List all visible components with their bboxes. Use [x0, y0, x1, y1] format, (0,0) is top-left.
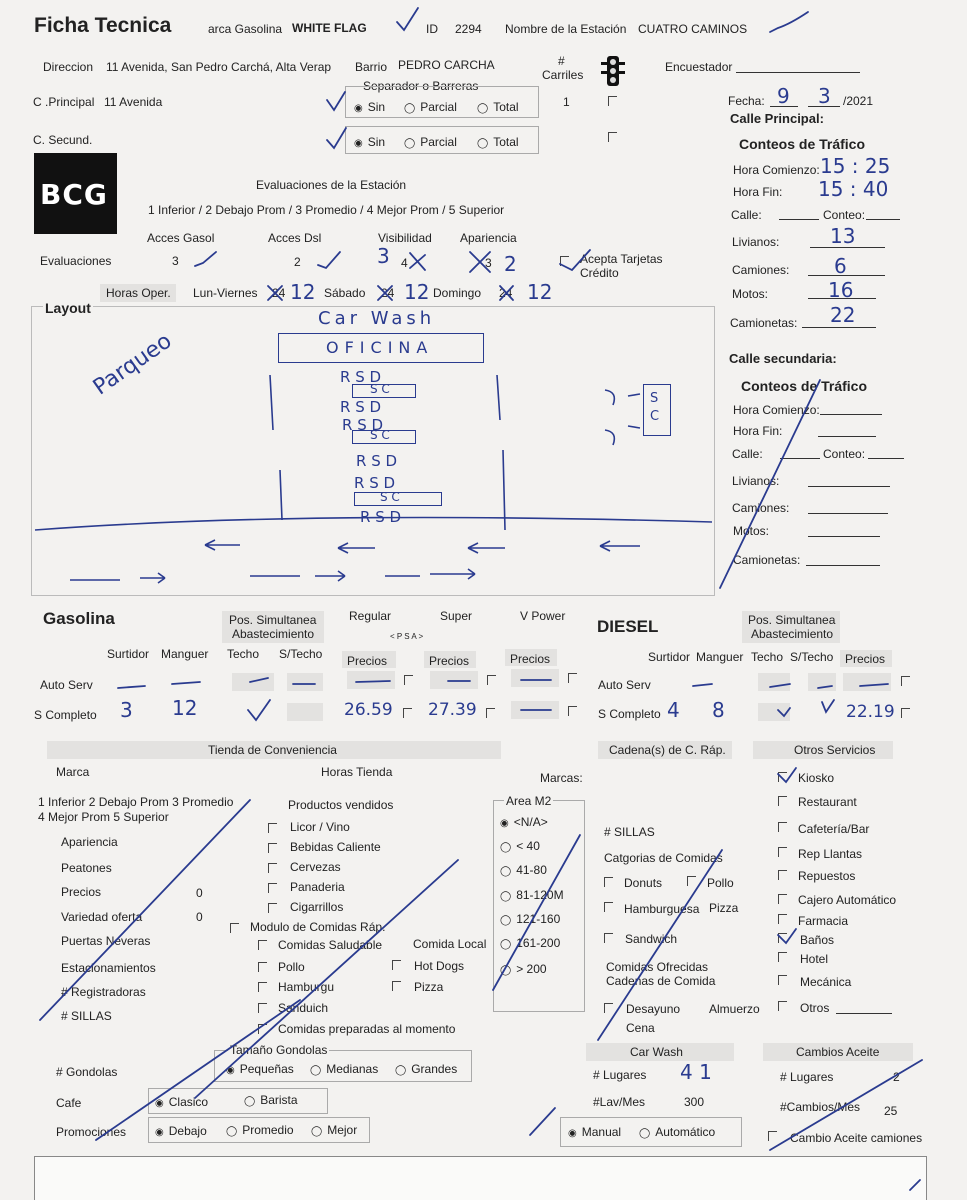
cs-hora-fin-label: Hora Fin:: [733, 424, 783, 438]
gas-col-manguer: Manguer: [161, 647, 209, 661]
comida-pollo-check[interactable]: [258, 962, 267, 972]
marca-label: arca Gasolina: [208, 22, 283, 36]
secund-label: C. Secund.: [33, 133, 93, 147]
diesel-as-stecho[interactable]: [808, 673, 836, 691]
cp-livianos-value: 13: [830, 224, 856, 248]
sketch-pump-2-bottom: R S D: [356, 452, 398, 470]
area-41-80-radio[interactable]: ◯ 41-80: [500, 863, 547, 877]
cp-hora-comienzo-label: Hora Comienzo:: [733, 163, 820, 177]
eval-col-visibilidad: Visibilidad: [378, 231, 432, 245]
comida-hamburgu-check[interactable]: [258, 982, 267, 992]
area-na-radio[interactable]: ◉ <N/A>: [500, 815, 548, 829]
pizza-label: Pizza: [414, 980, 444, 994]
otros-title: Otros Servicios: [794, 743, 876, 757]
carwash-title: Car Wash: [630, 1045, 683, 1059]
evaluaciones-title: Evaluaciones de la Estación: [256, 178, 407, 192]
secund-parcial-radio[interactable]: ◯ Parcial: [404, 135, 457, 149]
gas-as-regular[interactable]: [347, 671, 395, 689]
cs-conteo-field[interactable]: [868, 458, 904, 459]
area-161-200-radio[interactable]: ◯ 161-200: [500, 936, 560, 950]
cp-camiones-value: 6: [834, 254, 847, 278]
barrio-value: PEDRO CARCHA: [398, 58, 495, 72]
donuts-check[interactable]: [604, 877, 613, 887]
promo-promedio-radio[interactable]: ◯ Promedio: [226, 1123, 294, 1137]
eval-col-apariencia: Apariencia: [460, 231, 517, 245]
carwash-automatico-radio[interactable]: ◯ Automático: [639, 1125, 715, 1139]
hamburguesa-check[interactable]: [604, 902, 613, 912]
eval-apariencia-hand: 2: [504, 252, 517, 276]
cadenas-title: Cadena(s) de C. Ráp.: [609, 743, 726, 757]
gas-regular: Regular: [349, 609, 392, 623]
cs-camiones-field[interactable]: [808, 513, 888, 514]
comida-sanduich-check[interactable]: [258, 1003, 267, 1013]
hamburguesa-label: Hamburguesa: [624, 902, 700, 916]
comida-sanduich: Sanduich: [278, 1001, 329, 1015]
desayuno-label: Desayuno: [626, 1002, 681, 1016]
direccion-label: Direccion: [43, 60, 94, 74]
desayuno-check[interactable]: [604, 1003, 613, 1013]
fecha-day: 9: [777, 84, 790, 108]
sketch-island-3-label: S C: [380, 490, 400, 504]
aceite-cambios-label: #Cambios/Mes: [780, 1100, 861, 1114]
cp-motos-line: [808, 298, 876, 299]
area-81-120-radio[interactable]: ◯ 81-120M: [500, 888, 564, 902]
cs-hora-comienzo-field[interactable]: [820, 414, 882, 415]
diesel-auto-serv-label: Auto Serv: [598, 678, 651, 692]
cp-hora-fin-label: Hora Fin:: [733, 185, 783, 199]
encuestador-field[interactable]: [736, 72, 860, 73]
carwash-lugares-label: # Lugares: [593, 1068, 647, 1082]
otros-llantas-check[interactable]: [778, 847, 787, 857]
area-gt200-radio[interactable]: ◯ > 200: [500, 962, 547, 976]
diesel-sc-check[interactable]: [901, 708, 910, 718]
comida-pollo: Pollo: [278, 960, 305, 974]
tienda-eval-sillas: # SILLAS: [61, 1009, 112, 1023]
cadenas-sillas: # SILLAS: [604, 825, 655, 839]
tienda-horas: Horas Tienda: [321, 765, 393, 779]
otros-repuestos: Repuestos: [798, 869, 856, 883]
diesel-sc-manguer: 8: [712, 698, 725, 722]
diesel-abast: Abastecimiento: [751, 627, 834, 641]
almuerzo-label: Almuerzo: [709, 1002, 760, 1016]
cadenas-categorias: Catgorias de Comidas: [604, 851, 723, 865]
cp-conteo-field[interactable]: [866, 219, 900, 220]
cs-motos-field[interactable]: [808, 536, 880, 537]
dom-label: Domingo: [433, 286, 482, 300]
sandwich-label: Sandwich: [625, 932, 678, 946]
secund-checkbox[interactable]: [608, 132, 617, 142]
diesel-col-surtidor: Surtidor: [648, 650, 691, 664]
tienda-scale-1: 1 Inferior 2 Debajo Prom 3 Promedio: [38, 795, 234, 809]
marcas-label: Marcas:: [540, 771, 583, 785]
comida-hamburgu: Hamburgu: [278, 980, 335, 994]
otros-hotel-check[interactable]: [778, 952, 787, 962]
gas-col-surtidor: Surtidor: [107, 647, 150, 661]
gas-s-completo-label: S Completo: [34, 708, 97, 722]
gas-precio-super-label: Precios: [429, 654, 470, 668]
eval-col-acces-gasol: Acces Gasol: [147, 231, 215, 245]
calle-secundaria-conteos: Conteos de Tráfico: [741, 378, 868, 394]
sab-hand: 12: [404, 280, 430, 304]
gasolina-title: Gasolina: [43, 609, 115, 628]
otros-repuestos-check[interactable]: [778, 870, 787, 880]
tienda-marca: Marca: [56, 765, 90, 779]
sketch-island-2-label: S C: [370, 428, 390, 442]
aceite-lugares-value: 2: [893, 1070, 900, 1084]
cp-livianos-label: Livianos:: [732, 235, 780, 249]
gas-pos-sim: Pos. Simultanea: [229, 613, 317, 627]
sketch-side-label: S C: [650, 391, 660, 424]
encuestador-label: Encuestador: [665, 60, 733, 74]
sketch-oficina: OFICINA: [326, 338, 434, 357]
otros-restaurant-check[interactable]: [778, 796, 787, 806]
gondolas-label: # Gondolas: [56, 1065, 118, 1079]
secund-total-radio[interactable]: ◯ Total: [477, 135, 519, 149]
lv-printed: 24: [272, 286, 286, 300]
cp-camionetas-line: [802, 327, 876, 328]
area-lt40-radio[interactable]: ◯ < 40: [500, 839, 540, 853]
diesel-precio-label: Precios: [845, 652, 886, 666]
cs-calle-label: Calle:: [732, 447, 763, 461]
cp-conteo-label: Conteo:: [823, 208, 866, 222]
principal-value: 11 Avenida: [104, 95, 163, 109]
fecha-sep-1: [770, 106, 798, 107]
cs-calle-field[interactable]: [780, 458, 820, 459]
aceite-title: Cambios Aceite: [796, 1045, 880, 1059]
cs-motos-label: Motos:: [733, 524, 770, 538]
comments-box[interactable]: [34, 1156, 927, 1200]
hot-dogs-check[interactable]: [392, 960, 401, 970]
eval-acces-gasol-value: 3: [172, 254, 179, 268]
gas-sc-regular: 26.59: [344, 700, 393, 720]
gas-sc-vpower[interactable]: [511, 701, 559, 719]
otros-cafeteria-check[interactable]: [778, 822, 787, 832]
otros-farmacia: Farmacia: [798, 914, 849, 928]
otros-otros-field[interactable]: [836, 1013, 892, 1014]
dom-printed: 24: [499, 286, 513, 300]
otros-mecanica-check[interactable]: [778, 975, 787, 985]
fecha-year: /2021: [843, 94, 874, 108]
carriles-label: Carriles: [542, 68, 584, 82]
area-frame: [493, 800, 585, 1012]
principal-parcial-radio[interactable]: ◯ Parcial: [404, 100, 457, 114]
sketch-pump-3-top: R S D: [354, 474, 396, 492]
tienda-eval-puertas: Puertas Neveras: [61, 934, 151, 948]
prod-bebidas: Bebidas Caliente: [290, 840, 381, 854]
principal-checkbox[interactable]: [608, 96, 617, 106]
ofrecidas-label-2: Cadenas de Comida: [606, 974, 716, 988]
cp-hora-fin-value: 15 : 40: [818, 177, 889, 201]
tamano-pequenas-radio[interactable]: ◉ Pequeñas: [226, 1062, 294, 1076]
gas-as-vpower[interactable]: [511, 669, 559, 687]
gas-sc-surtidor: 3: [120, 698, 133, 722]
prod-licor: Licor / Vino: [290, 820, 350, 834]
dom-hand: 12: [527, 280, 553, 304]
calle-secundaria-title: Calle secundaria:: [729, 351, 837, 366]
pollo-label: Pollo: [707, 876, 734, 890]
horas-label: Horas Oper.: [106, 286, 171, 300]
tienda-eval-registradoras: # Registradoras: [61, 985, 146, 999]
cs-livianos-field[interactable]: [808, 486, 890, 487]
fecha-sep-2: [808, 106, 840, 107]
fecha-label: Fecha:: [728, 94, 765, 108]
cp-camionetas-value: 22: [830, 303, 856, 327]
promo-mejor-radio[interactable]: ◯ Mejor: [311, 1123, 357, 1137]
eval-visibilidad-printed: 4: [401, 256, 408, 270]
cp-hora-comienzo-value: 15 : 25: [820, 154, 891, 178]
gas-as-regular-check[interactable]: [404, 675, 413, 685]
cp-camiones-label: Camiones:: [732, 263, 790, 277]
aceite-camiones-label: Cambio Aceite camiones: [790, 1131, 923, 1145]
principal-total-radio[interactable]: ◯ Total: [477, 100, 519, 114]
cadenas-pizza-label: Pizza: [709, 901, 739, 915]
diesel-as-precio[interactable]: [843, 673, 891, 691]
evaluaciones-scale: 1 Inferior / 2 Debajo Prom / 3 Promedio / 4 Mejor Prom / 5 Superior: [148, 203, 505, 217]
eval-acces-dsl-value: 2: [294, 255, 301, 269]
diesel-title: DIESEL: [597, 617, 659, 636]
diesel-col-techo: Techo: [751, 650, 784, 664]
otros-restaurant: Restaurant: [798, 795, 857, 809]
prod-cervezas: Cervezas: [290, 860, 341, 874]
otros-cafeteria: Cafetería/Bar: [798, 822, 870, 836]
sketch-pump-2-top: R S D: [342, 416, 384, 434]
cafe-clasico-radio[interactable]: ◉ Clasico: [155, 1095, 208, 1109]
diesel-sc-surtidor: 4: [667, 698, 680, 722]
comida-local: Comida Local: [413, 937, 487, 951]
gas-auto-serv-label: Auto Serv: [40, 678, 93, 692]
gas-sc-super: 27.39: [428, 700, 477, 720]
calle-principal-conteos: Conteos de Tráfico: [739, 136, 866, 152]
aceite-cambios-value: 25: [884, 1104, 898, 1118]
carwash-lav-label: #Lav/Mes: [593, 1095, 646, 1109]
id-value: 2294: [455, 22, 482, 36]
principal-label: C .Principal: [33, 95, 95, 109]
tarjetas-label: Acepta Tarjetas Crédito: [580, 252, 663, 280]
cp-calle-label: Calle:: [731, 208, 762, 222]
tienda-scale-2: 4 Mejor Prom 5 Superior: [38, 810, 169, 824]
gas-precio-vpower-label: Precios: [510, 652, 551, 666]
pizza-check[interactable]: [392, 981, 401, 991]
gas-sc-stecho[interactable]: [287, 703, 323, 721]
page-title: Ficha Tecnica: [34, 14, 172, 37]
sab-printed: 24: [381, 286, 395, 300]
sketch-pump-1-top: R S D: [340, 368, 382, 386]
tienda-eval-variedad-value: 0: [196, 910, 203, 924]
cs-camionetas-label: Camionetas:: [733, 553, 801, 567]
otros-banos: Baños: [800, 933, 835, 947]
prod-panaderia-check[interactable]: [268, 883, 277, 893]
sandwich-check[interactable]: [604, 933, 613, 943]
tamano-grandes-radio[interactable]: ◯ Grandes: [395, 1062, 457, 1076]
diesel-as-check[interactable]: [901, 676, 910, 686]
cs-camiones-label: Camiones:: [732, 501, 790, 515]
gas-psa: < P S A >: [390, 632, 424, 641]
gas-as-super-check[interactable]: [487, 675, 496, 685]
sketch-carwash: Car Wash: [318, 308, 436, 329]
comida-saludable-check[interactable]: [258, 940, 267, 950]
hot-dogs: Hot Dogs: [414, 959, 465, 973]
evaluaciones-label: Evaluaciones: [40, 254, 112, 268]
productos-title: Productos vendidos: [288, 798, 394, 812]
otros-cajero: Cajero Automático: [798, 893, 897, 907]
gas-sc-manguer: 12: [172, 696, 198, 720]
sab-label: Sábado: [324, 286, 366, 300]
direccion-value: 11 Avenida, San Pedro Carchá, Alta Verap: [106, 60, 332, 74]
tienda-eval-precios-value: 0: [196, 886, 203, 900]
gas-sc-super-check[interactable]: [486, 708, 495, 718]
comida-preparadas: Comidas preparadas al momento: [278, 1022, 456, 1036]
promociones-label: Promociones: [56, 1125, 127, 1139]
diesel-col-stecho: S/Techo: [790, 650, 834, 664]
carriles-hash: #: [558, 54, 565, 68]
tienda-eval-precios: Precios: [61, 885, 102, 899]
layout-label: Layout: [45, 300, 91, 316]
carriles-value: 1: [563, 95, 570, 109]
otros-kiosko: Kiosko: [798, 771, 835, 785]
barrio-label: Barrio: [355, 60, 388, 74]
comida-preparadas-check[interactable]: [258, 1024, 267, 1034]
area-121-160-radio[interactable]: ◯ 121-160: [500, 912, 560, 926]
gas-as-stecho[interactable]: [287, 673, 323, 691]
lv-hand: 12: [290, 280, 316, 304]
diesel-sc-precio: 22.19: [846, 702, 895, 722]
otros-llantas: Rep Llantas: [798, 847, 863, 861]
cs-camionetas-field[interactable]: [806, 565, 880, 566]
otros-kiosko-check[interactable]: [778, 772, 787, 782]
carwash-lav-value: 300: [684, 1095, 705, 1109]
eval-col-acces-dsl: Acces Dsl: [268, 231, 322, 245]
cafe-barista-radio[interactable]: ◯ Barista: [244, 1093, 298, 1107]
comida-saludable: Comidas Saludable: [278, 938, 383, 952]
bcg-logo-text: BCG: [40, 178, 108, 211]
cp-motos-value: 16: [828, 278, 854, 302]
tienda-eval-apariencia: Apariencia: [61, 835, 118, 849]
diesel-s-completo-label: S Completo: [598, 707, 661, 721]
calle-principal-title: Calle Principal:: [730, 111, 824, 126]
prod-licor-check[interactable]: [268, 823, 277, 833]
promo-debajo-radio[interactable]: ◉ Debajo: [155, 1124, 207, 1138]
diesel-sc-stecho[interactable]: [808, 703, 836, 721]
gas-as-super[interactable]: [430, 671, 478, 689]
otros-otros: Otros: [800, 1001, 830, 1015]
gas-super: Super: [440, 609, 473, 623]
cafe-label: Cafe: [56, 1096, 82, 1110]
carwash-manual-radio[interactable]: ◉ Manual: [568, 1125, 621, 1139]
diesel-col-manguer: Manguer: [696, 650, 744, 664]
tamano-label: Tamaño Gondolas: [230, 1043, 328, 1057]
otros-banos-check[interactable]: [778, 933, 787, 943]
gas-as-techo[interactable]: [232, 673, 274, 691]
lv-label: Lun-Viernes: [193, 286, 258, 300]
gas-as-vpower-check[interactable]: [568, 673, 577, 683]
gas-vpower: V Power: [520, 609, 566, 623]
aceite-lugares-label: # Lugares: [780, 1070, 834, 1084]
tamano-medianas-radio[interactable]: ◯ Medianas: [310, 1062, 378, 1076]
prod-bebidas-check[interactable]: [268, 843, 277, 853]
cs-hora-comienzo-label: Hora Comienzo:: [733, 403, 820, 417]
sketch-pump-3-bottom: R S D: [360, 508, 402, 526]
marca-value: WHITE FLAG: [292, 21, 367, 35]
cs-livianos-label: Livianos:: [732, 474, 780, 488]
otros-mecanica: Mecánica: [800, 975, 852, 989]
prod-cervezas-check[interactable]: [268, 863, 277, 873]
prod-cigarrillos-check[interactable]: [268, 903, 277, 913]
sketch-island-1-label: S C: [370, 382, 390, 396]
carwash-lugares-value: 4 1: [680, 1060, 712, 1084]
traffic-light-icon: [600, 56, 626, 86]
cp-camiones-line: [808, 275, 885, 276]
estacion-label: Nombre de la Estación: [505, 22, 627, 36]
aceite-camiones-check[interactable]: [768, 1131, 777, 1141]
otros-hotel: Hotel: [800, 952, 829, 966]
id-label: ID: [426, 22, 438, 36]
cp-camionetas-label: Camionetas:: [730, 316, 798, 330]
separador-label: Separador o Barreras: [363, 79, 479, 93]
diesel-sc-techo[interactable]: [758, 703, 790, 721]
area-title: Area M2: [506, 794, 552, 808]
tienda-eval-variedad: Variedad oferta: [61, 910, 143, 924]
diesel-pos-sim: Pos. Simultanea: [748, 613, 836, 627]
gas-sc-vpower-check[interactable]: [568, 706, 577, 716]
fecha-month: 3: [818, 84, 831, 108]
gas-sc-techo[interactable]: [232, 703, 274, 721]
tarjetas-checkbox[interactable]: [560, 256, 569, 266]
diesel-as-techo[interactable]: [758, 673, 790, 691]
cs-hora-fin-field[interactable]: [818, 436, 876, 437]
principal-sin-radio[interactable]: ◉ Sin: [354, 100, 385, 114]
prod-panaderia: Panaderia: [290, 880, 345, 894]
otros-farmacia-check[interactable]: [778, 914, 787, 924]
gas-precio-regular-label: Precios: [347, 654, 388, 668]
modulo-check[interactable]: [230, 923, 239, 933]
sketch-parqueo: Parqueo: [88, 328, 177, 401]
secund-sin-radio[interactable]: ◉ Sin: [354, 135, 385, 149]
cp-livianos-line: [810, 247, 885, 248]
gas-abast: Abastecimiento: [232, 627, 315, 641]
eval-visibilidad-hand: 3: [377, 244, 390, 268]
cs-conteo-label: Conteo:: [823, 447, 866, 461]
gas-col-stecho: S/Techo: [279, 647, 323, 661]
cena-label: Cena: [626, 1021, 655, 1035]
modulo-label: Modulo de Comidas Ráp.: [250, 920, 386, 934]
tienda-eval-estacionamientos: Estacionamientos: [61, 961, 156, 975]
prod-cigarrillos: Cigarrillos: [290, 900, 344, 914]
cp-calle-field[interactable]: [779, 219, 819, 220]
tienda-title: Tienda de Conveniencia: [208, 743, 337, 757]
ofrecidas-label-1: Comidas Ofrecidas: [606, 960, 709, 974]
tienda-eval-peatones: Peatones: [61, 861, 112, 875]
otros-cajero-check[interactable]: [778, 894, 787, 904]
otros-otros-check[interactable]: [778, 1001, 787, 1011]
donuts-label: Donuts: [624, 876, 663, 890]
gas-col-techo: Techo: [227, 647, 260, 661]
estacion-value: CUATRO CAMINOS: [638, 22, 748, 36]
pollo-check[interactable]: [687, 876, 696, 886]
cp-motos-label: Motos:: [732, 287, 769, 301]
sketch-pump-1-bottom: R S D: [340, 398, 382, 416]
gas-sc-regular-check[interactable]: [403, 708, 412, 718]
eval-apariencia-printed: 3: [485, 256, 492, 270]
